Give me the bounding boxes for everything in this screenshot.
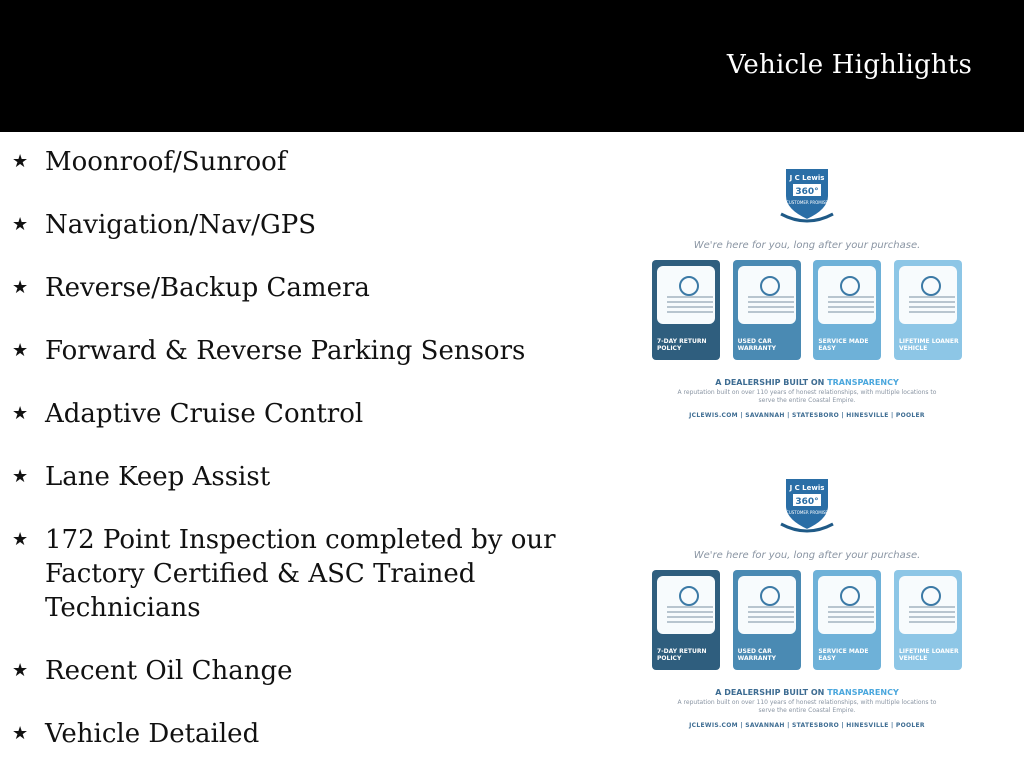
- customer-promise-graphic: [652, 470, 962, 740]
- svg-text:J C Lewis: J C Lewis: [789, 174, 825, 182]
- list-item: ★ Adaptive Cruise Control: [12, 399, 364, 429]
- customer-promise-graphic: [652, 160, 962, 430]
- tagline: We're here for you, long after your purchase.: [693, 550, 921, 561]
- card-loaner: LIFETIME LOANER VEHICLE: [894, 570, 962, 670]
- phone-icon: [921, 276, 941, 296]
- svg-text:360°: 360°: [795, 187, 819, 197]
- tagline: We're here for you, long after your purchase.: [693, 240, 921, 251]
- locations-text: JCLEWIS.COM | SAVANNAH | STATESBORO | HINESVILLE | POOLER: [689, 412, 925, 419]
- star-icon: ★: [12, 466, 29, 487]
- card-return-policy: 7-DAY RETURN POLICY: [652, 260, 720, 360]
- car-icon: [840, 276, 860, 296]
- transparency-heading: A DEALERSHIP BUILT ON TRANSPARENCY: [715, 688, 899, 697]
- star-icon: ★: [12, 151, 29, 172]
- star-icon: ★: [12, 340, 29, 361]
- dollar-icon: [679, 276, 699, 296]
- dollar-icon: [679, 586, 699, 606]
- reputation-text: A reputation built on over 110 years of honest relationships, with multiple locations to serve the entire Coastal Empire.: [677, 699, 937, 714]
- card-loaner: LIFETIME LOANER VEHICLE: [894, 260, 962, 360]
- list-item: ★ Moonroof/Sunroof: [12, 147, 287, 177]
- promise-cards: [652, 260, 962, 360]
- list-item: ★ Lane Keep Assist: [12, 462, 271, 492]
- star-icon: ★: [12, 660, 29, 681]
- svg-text:CUSTOMER PROMISE: CUSTOMER PROMISE: [786, 200, 828, 205]
- list-item: ★ Navigation/Nav/GPS: [12, 210, 317, 240]
- card-warranty: USED CAR WARRANTY: [733, 260, 801, 360]
- promise-cards: [652, 570, 962, 670]
- reputation-text: A reputation built on over 110 years of honest relationships, with multiple locations to serve the entire Coastal Empire.: [677, 389, 937, 404]
- car-icon: [840, 586, 860, 606]
- card-warranty: USED CAR WARRANTY: [733, 570, 801, 670]
- check-badge-icon: [760, 276, 780, 296]
- svg-text:CUSTOMER PROMISE: CUSTOMER PROMISE: [786, 510, 828, 515]
- list-item: ★ 172 Point Inspection completed by our Factory Certified & ASC Trained Technicians: [12, 525, 556, 623]
- star-icon: ★: [12, 723, 29, 744]
- page-title: Vehicle Highlights: [726, 50, 972, 80]
- star-icon: ★: [12, 529, 29, 550]
- customer-promise-badge: [777, 474, 837, 534]
- star-icon: ★: [12, 214, 29, 235]
- list-item: ★ Reverse/Backup Camera: [12, 273, 370, 303]
- transparency-heading: A DEALERSHIP BUILT ON TRANSPARENCY: [715, 378, 899, 387]
- phone-icon: [921, 586, 941, 606]
- card-return-policy: 7-DAY RETURN POLICY: [652, 570, 720, 670]
- locations-text: JCLEWIS.COM | SAVANNAH | STATESBORO | HINESVILLE | POOLER: [689, 722, 925, 729]
- star-icon: ★: [12, 277, 29, 298]
- list-item: ★ Recent Oil Change: [12, 656, 293, 686]
- highlights-list: [12, 145, 582, 780]
- card-service: SERVICE MADE EASY: [813, 570, 881, 670]
- list-item: ★ Vehicle Detailed: [12, 719, 260, 749]
- star-icon: ★: [12, 403, 29, 424]
- check-badge-icon: [760, 586, 780, 606]
- svg-text:360°: 360°: [795, 497, 819, 507]
- header-bar: [0, 0, 1024, 132]
- list-item: ★ Forward & Reverse Parking Sensors: [12, 336, 526, 366]
- card-service: SERVICE MADE EASY: [813, 260, 881, 360]
- customer-promise-badge: [777, 164, 837, 224]
- svg-text:J C Lewis: J C Lewis: [789, 484, 825, 492]
